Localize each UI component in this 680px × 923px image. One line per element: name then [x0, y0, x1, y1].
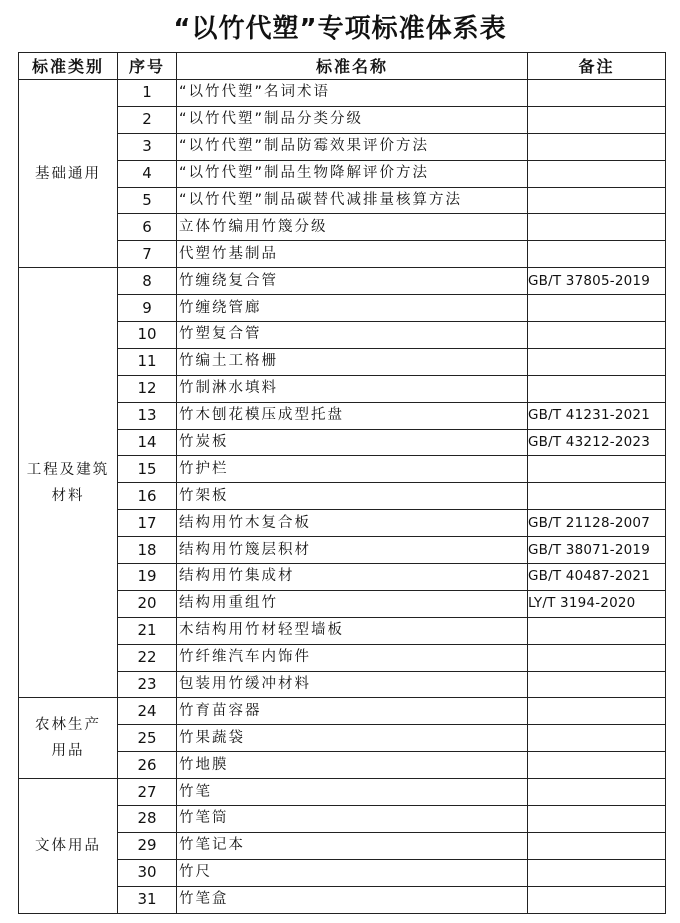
name-cell: “以竹代塑”制品碳替代减排量核算方法	[177, 187, 528, 214]
note-cell	[528, 375, 666, 402]
category-cell	[19, 698, 118, 779]
note-cell	[528, 160, 666, 187]
name-cell: 竹地膜	[177, 752, 528, 779]
name-cell: 竹笔	[177, 779, 528, 806]
header-category: 标准类别	[19, 53, 118, 80]
index-cell: 17	[118, 510, 177, 537]
note-cell	[528, 725, 666, 752]
name-cell: “以竹代塑”制品防霉效果评价方法	[177, 133, 528, 160]
note-cell	[528, 617, 666, 644]
index-cell: 8	[118, 268, 177, 295]
name-cell: 竹编土工格栅	[177, 348, 528, 375]
table-row	[19, 698, 666, 725]
note-cell: GB/T 41231-2021	[528, 402, 666, 429]
category-label: 工程及建筑材料	[26, 461, 110, 504]
index-cell: 3	[118, 133, 177, 160]
name-cell: 结构用重组竹	[177, 590, 528, 617]
index-cell: 7	[118, 241, 177, 268]
header-note: 备注	[528, 53, 666, 80]
category-cell	[19, 268, 118, 698]
name-cell: 结构用竹木复合板	[177, 510, 528, 537]
note-cell	[528, 456, 666, 483]
name-cell: 竹尺	[177, 859, 528, 886]
category-label: 文体用品	[35, 837, 101, 854]
index-cell: 24	[118, 698, 177, 725]
note-cell: GB/T 40487-2021	[528, 564, 666, 591]
note-cell: LY/T 3194-2020	[528, 590, 666, 617]
index-cell: 23	[118, 671, 177, 698]
name-cell: 竹塑复合管	[177, 322, 528, 349]
name-cell: 代塑竹基制品	[177, 241, 528, 268]
note-cell	[528, 106, 666, 133]
note-cell	[528, 671, 666, 698]
note-cell	[528, 133, 666, 160]
category-label: 农林生产用品	[35, 717, 101, 760]
note-cell	[528, 698, 666, 725]
table-row	[19, 779, 666, 806]
index-cell: 15	[118, 456, 177, 483]
note-cell	[528, 859, 666, 886]
note-cell	[528, 187, 666, 214]
index-cell: 10	[118, 322, 177, 349]
name-cell: 竹育苗容器	[177, 698, 528, 725]
index-cell: 26	[118, 752, 177, 779]
name-cell: 竹缠绕管廊	[177, 295, 528, 322]
index-cell: 1	[118, 80, 177, 107]
note-cell	[528, 214, 666, 241]
name-cell: 竹缠绕复合管	[177, 268, 528, 295]
note-cell: GB/T 21128-2007	[528, 510, 666, 537]
page-title: “以竹代塑”专项标准体系表	[173, 14, 507, 44]
index-cell: 22	[118, 644, 177, 671]
index-cell: 25	[118, 725, 177, 752]
index-cell: 6	[118, 214, 177, 241]
note-cell	[528, 322, 666, 349]
header-index: 序号	[118, 53, 177, 80]
index-cell: 30	[118, 859, 177, 886]
index-cell: 27	[118, 779, 177, 806]
category-cell	[19, 779, 118, 913]
name-cell: 竹果蔬袋	[177, 725, 528, 752]
note-cell	[528, 806, 666, 833]
note-cell	[528, 752, 666, 779]
note-cell: GB/T 37805-2019	[528, 268, 666, 295]
note-cell: GB/T 38071-2019	[528, 537, 666, 564]
name-cell: 竹笔盒	[177, 886, 528, 913]
index-cell: 12	[118, 375, 177, 402]
table-body	[19, 80, 666, 914]
name-cell: 包装用竹缓冲材料	[177, 671, 528, 698]
category-label: 基础通用	[35, 165, 101, 182]
index-cell: 9	[118, 295, 177, 322]
index-cell: 11	[118, 348, 177, 375]
index-cell: 2	[118, 106, 177, 133]
name-cell: 竹炭板	[177, 429, 528, 456]
standards-table	[18, 52, 666, 914]
category-cell	[19, 80, 118, 268]
note-cell	[528, 241, 666, 268]
note-cell: GB/T 43212-2023	[528, 429, 666, 456]
note-cell	[528, 80, 666, 107]
name-cell: 竹笔记本	[177, 832, 528, 859]
name-cell: 立体竹编用竹篾分级	[177, 214, 528, 241]
index-cell: 14	[118, 429, 177, 456]
name-cell: 竹制淋水填料	[177, 375, 528, 402]
note-cell	[528, 886, 666, 913]
header-name: 标准名称	[177, 53, 528, 80]
note-cell	[528, 832, 666, 859]
header-row	[19, 53, 666, 80]
note-cell	[528, 348, 666, 375]
name-cell: 结构用竹集成材	[177, 564, 528, 591]
index-cell: 21	[118, 617, 177, 644]
note-cell	[528, 295, 666, 322]
table-row	[19, 268, 666, 295]
index-cell: 20	[118, 590, 177, 617]
note-cell	[528, 483, 666, 510]
index-cell: 29	[118, 832, 177, 859]
name-cell: 竹纤维汽车内饰件	[177, 644, 528, 671]
name-cell: “以竹代塑”制品分类分级	[177, 106, 528, 133]
index-cell: 16	[118, 483, 177, 510]
table-row	[19, 80, 666, 107]
name-cell: 竹笔筒	[177, 806, 528, 833]
name-cell: 竹架板	[177, 483, 528, 510]
index-cell: 19	[118, 564, 177, 591]
note-cell	[528, 644, 666, 671]
index-cell: 31	[118, 886, 177, 913]
name-cell: 竹护栏	[177, 456, 528, 483]
name-cell: 结构用竹篾层积材	[177, 537, 528, 564]
name-cell: “以竹代塑”制品生物降解评价方法	[177, 160, 528, 187]
name-cell: 竹木刨花模压成型托盘	[177, 402, 528, 429]
index-cell: 18	[118, 537, 177, 564]
name-cell: 木结构用竹材轻型墙板	[177, 617, 528, 644]
note-cell	[528, 779, 666, 806]
index-cell: 13	[118, 402, 177, 429]
index-cell: 28	[118, 806, 177, 833]
index-cell: 4	[118, 160, 177, 187]
index-cell: 5	[118, 187, 177, 214]
name-cell: “以竹代塑”名词术语	[177, 80, 528, 107]
